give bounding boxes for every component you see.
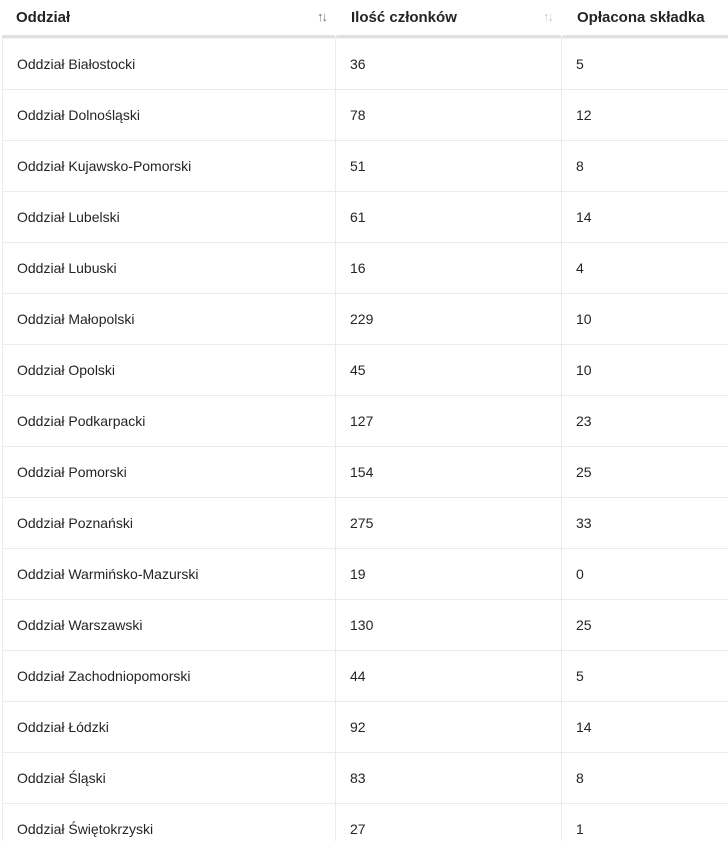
column-header-branch[interactable] (2, 0, 335, 38)
table-row (2, 192, 728, 243)
cell-members: 154 (335, 447, 561, 498)
table-row (2, 90, 728, 141)
cell-paid-fee: 1 (561, 804, 728, 841)
cell-branch: Oddział Kujawsko-Pomorski (2, 141, 335, 192)
cell-members: 78 (335, 90, 561, 141)
table-body (2, 38, 728, 841)
cell-paid-fee: 5 (561, 651, 728, 702)
cell-branch: Oddział Lubelski (2, 192, 335, 243)
column-header-label: Opłacona składka (577, 9, 705, 26)
cell-paid-fee: 14 (561, 192, 728, 243)
cell-branch: Oddział Zachodniopomorski (2, 651, 335, 702)
cell-paid-fee: 33 (561, 498, 728, 549)
cell-members: 44 (335, 651, 561, 702)
column-header-members[interactable] (335, 0, 561, 38)
table-row (2, 549, 728, 600)
cell-members: 127 (335, 396, 561, 447)
cell-members: 27 (335, 804, 561, 841)
table-row (2, 345, 728, 396)
cell-members: 16 (335, 243, 561, 294)
table-row (2, 702, 728, 753)
cell-branch: Oddział Opolski (2, 345, 335, 396)
cell-paid-fee: 25 (561, 447, 728, 498)
cell-branch: Oddział Poznański (2, 498, 335, 549)
cell-paid-fee: 14 (561, 702, 728, 753)
cell-branch: Oddział Dolnośląski (2, 90, 335, 141)
cell-branch: Oddział Warmińsko-Mazurski (2, 549, 335, 600)
table-row (2, 498, 728, 549)
cell-branch: Oddział Białostocki (2, 38, 335, 90)
table-row (2, 651, 728, 702)
cell-branch: Oddział Świętokrzyski (2, 804, 335, 841)
cell-members: 19 (335, 549, 561, 600)
sort-arrows-icon[interactable]: ↑↓ (317, 9, 326, 24)
cell-paid-fee: 0 (561, 549, 728, 600)
cell-paid-fee: 8 (561, 141, 728, 192)
cell-paid-fee: 23 (561, 396, 728, 447)
cell-branch: Oddział Śląski (2, 753, 335, 804)
cell-paid-fee: 5 (561, 38, 728, 90)
cell-members: 36 (335, 38, 561, 90)
table-row (2, 243, 728, 294)
cell-members: 229 (335, 294, 561, 345)
table-row (2, 804, 728, 841)
branches-table-container (2, 0, 728, 841)
cell-branch: Oddział Małopolski (2, 294, 335, 345)
table-header-row (2, 0, 728, 38)
table-row (2, 600, 728, 651)
cell-branch: Oddział Lubuski (2, 243, 335, 294)
cell-paid-fee: 25 (561, 600, 728, 651)
cell-paid-fee: 10 (561, 345, 728, 396)
cell-paid-fee: 10 (561, 294, 728, 345)
cell-branch: Oddział Pomorski (2, 447, 335, 498)
cell-paid-fee: 4 (561, 243, 728, 294)
cell-members: 61 (335, 192, 561, 243)
cell-paid-fee: 8 (561, 753, 728, 804)
column-header-label: Oddział (16, 9, 71, 26)
table-row (2, 38, 728, 90)
table-row (2, 753, 728, 804)
cell-members: 92 (335, 702, 561, 753)
branches-table (2, 0, 728, 841)
cell-paid-fee: 12 (561, 90, 728, 141)
cell-members: 51 (335, 141, 561, 192)
table-row (2, 141, 728, 192)
cell-members: 275 (335, 498, 561, 549)
table-row (2, 447, 728, 498)
cell-members: 45 (335, 345, 561, 396)
sort-arrows-icon[interactable]: ↑↓ (543, 9, 552, 24)
cell-branch: Oddział Podkarpacki (2, 396, 335, 447)
table-row (2, 396, 728, 447)
column-header-label: Ilość członków (351, 9, 457, 26)
cell-branch: Oddział Łódzki (2, 702, 335, 753)
cell-members: 130 (335, 600, 561, 651)
column-header-paid-fee[interactable] (561, 0, 728, 38)
cell-members: 83 (335, 753, 561, 804)
cell-branch: Oddział Warszawski (2, 600, 335, 651)
table-row (2, 294, 728, 345)
